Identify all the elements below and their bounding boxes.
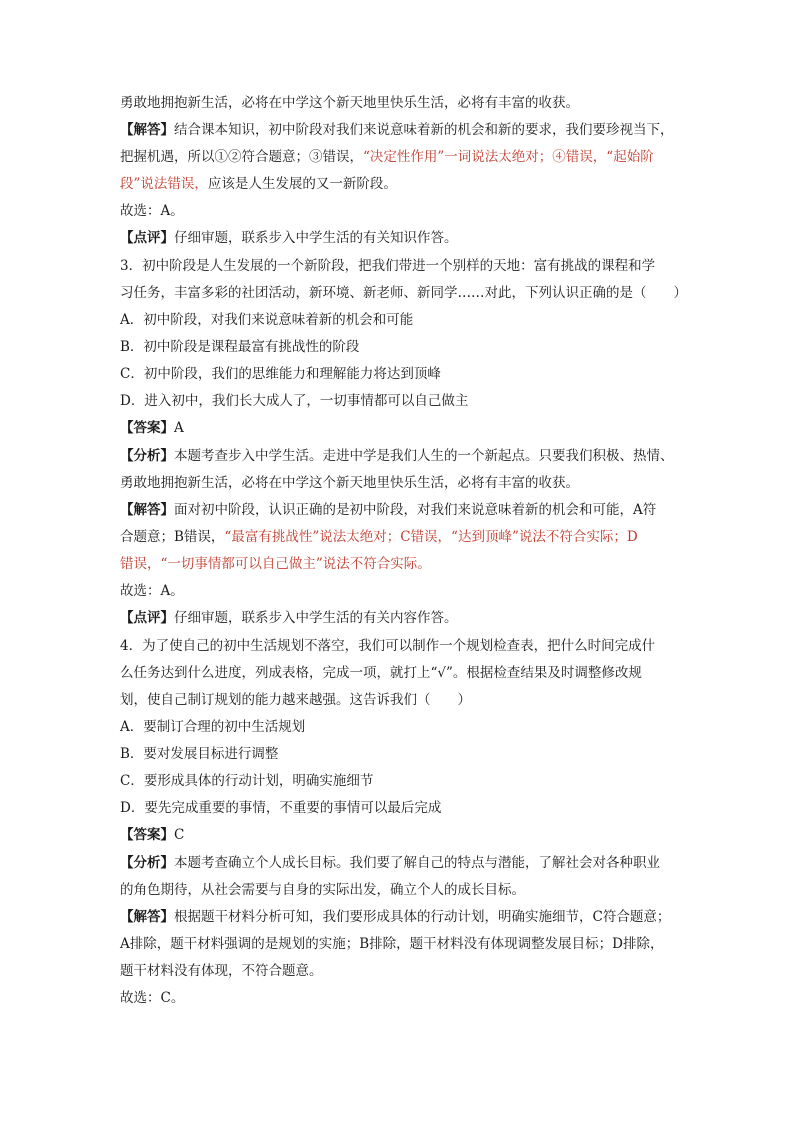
analysis-tag: 【分析】 — [120, 448, 174, 464]
q4-answer: 【答案】C — [120, 827, 185, 843]
q4-stem-line3: 划，使自己制订规划的能力越来越强。这告诉我们（ ） — [120, 692, 471, 708]
review-tag: 【点评】 — [120, 230, 174, 246]
q4-choice: 故选：C。 — [120, 990, 185, 1006]
q3-analysis-line1: 【分析】本题考查步入中学生活。走进中学是我们人生的一个新起点。只要我们积极、热情、 — [120, 448, 674, 464]
q2-solution-line2: 把握机遇，所以①②符合题意；③错误，“决定性作用”一词说法太绝对；④错误，“起始阶 — [120, 149, 654, 165]
q3-option-a: A．初中阶段，对我们来说意味着新的机会和可能 — [120, 312, 414, 328]
highlighted-text: “决定性作用”一词说法太绝对；④错误，“起始阶 — [363, 149, 654, 165]
q2-choice: 故选：A。 — [120, 203, 184, 219]
q3-solution-line3 — [120, 554, 680, 574]
q2-analysis-tail: 勇敢地拥抱新生活，必将在中学这个新天地里快乐生活，必将有丰富的收获。 — [120, 95, 579, 111]
q2-review: 【点评】仔细审题，联系步入中学生活的有关知识作答。 — [120, 230, 458, 246]
q4-option-c: C．要形成具体的行动计划，明确实施细节 — [120, 773, 374, 789]
analysis-tag: 【分析】 — [120, 855, 174, 871]
solution-tag: 【解答】 — [120, 909, 174, 925]
highlighted-text: 错误， — [120, 556, 161, 572]
q4-option-d: D．要先完成重要的事情，不重要的事情可以最后完成 — [120, 800, 442, 816]
q3-option-b: B．初中阶段是课程最富有挑战性的阶段 — [120, 339, 360, 355]
q4-option-b: B．要对发展目标进行调整 — [120, 746, 279, 762]
q4-stem-line2: 么任务达到什么进度，列成表格，完成一项，就打上“√”。根据检查结果及时调整修改规 — [120, 665, 642, 681]
q3-option-d: D．进入初中，我们长大成人了，一切事情都可以自己做主 — [120, 393, 469, 409]
q3-solution-line1: 【解答】面对初中阶段，认识正确的是初中阶段，对我们来说意味着新的机会和可能，A符 — [120, 502, 657, 518]
q2-solution-line3: 段”说法错误，应该是人生发展的又一新阶段。 — [120, 176, 397, 192]
q4-solution-line3: 题干材料没有体现，不符合题意。 — [120, 963, 323, 979]
q3-stem-line2: 习任务，丰富多彩的社团活动，新环境、新老师、新同学……对此，下列认识正确的是（ ） — [120, 285, 687, 301]
highlighted-text: 段”说法错误， — [120, 176, 208, 192]
highlighted-text: “最富有挑战性”说法太绝对；C错误，“达到顶峰”说法不符合实际；D — [224, 529, 638, 545]
solution-tag: 【解答】 — [120, 502, 174, 518]
review-tag: 【点评】 — [120, 610, 174, 626]
solution-tag: 【解答】 — [120, 122, 174, 138]
q2-solution-line1: 【解答】结合课本知识，初中阶段对我们来说意味着新的机会和新的要求，我们要珍视当下， — [120, 122, 674, 138]
q4-stem-line1: 4．为了使自己的初中生活规划不落空，我们可以制作一个规划检查表，把什么时间完成什 — [120, 638, 656, 654]
q4-solution-line1: 【解答】根据题干材料分析可知，我们要形成具体的行动计划，明确实施细节，C符合题意； — [120, 909, 671, 925]
q4-option-a: A．要制订合理的初中生活规划 — [120, 719, 306, 735]
q3-choice: 故选：A。 — [120, 583, 184, 599]
highlighted-text: “一切事情都可以自己做主”说法不符合实际。 — [160, 556, 431, 572]
answer-tag: 【答案】 — [120, 420, 174, 436]
q3-analysis-line2: 勇敢地拥抱新生活，必将在中学这个新天地里快乐生活，必将有丰富的收获。 — [120, 475, 579, 491]
q3-solution-line2: 合题意；B错误，“最富有挑战性”说法太绝对；C错误，“达到顶峰”说法不符合实际；D — [120, 529, 638, 545]
q3-option-c: C．初中阶段，我们的思维能力和理解能力将达到顶峰 — [120, 366, 441, 382]
q4-analysis-line1: 【分析】本题考查确立个人成长目标。我们要了解自己的特点与潜能，了解社会对各种职业 — [120, 855, 660, 871]
q3-stem-line1: 3．初中阶段是人生发展的一个新阶段，把我们带进一个别样的天地：富有挑战的课程和学 — [120, 258, 656, 274]
q3-answer: 【答案】A — [120, 420, 184, 436]
q3-review: 【点评】仔细审题，联系步入中学生活的有关内容作答。 — [120, 610, 458, 626]
answer-tag: 【答案】 — [120, 827, 174, 843]
q4-solution-line2: A排除，题干材料强调的是规划的实施；B排除，题干材料没有体现调整发展目标；D排除， — [120, 936, 664, 952]
q4-analysis-line2: 的角色期待，从社会需要与自身的实际出发，确立个人的成长目标。 — [120, 882, 525, 898]
